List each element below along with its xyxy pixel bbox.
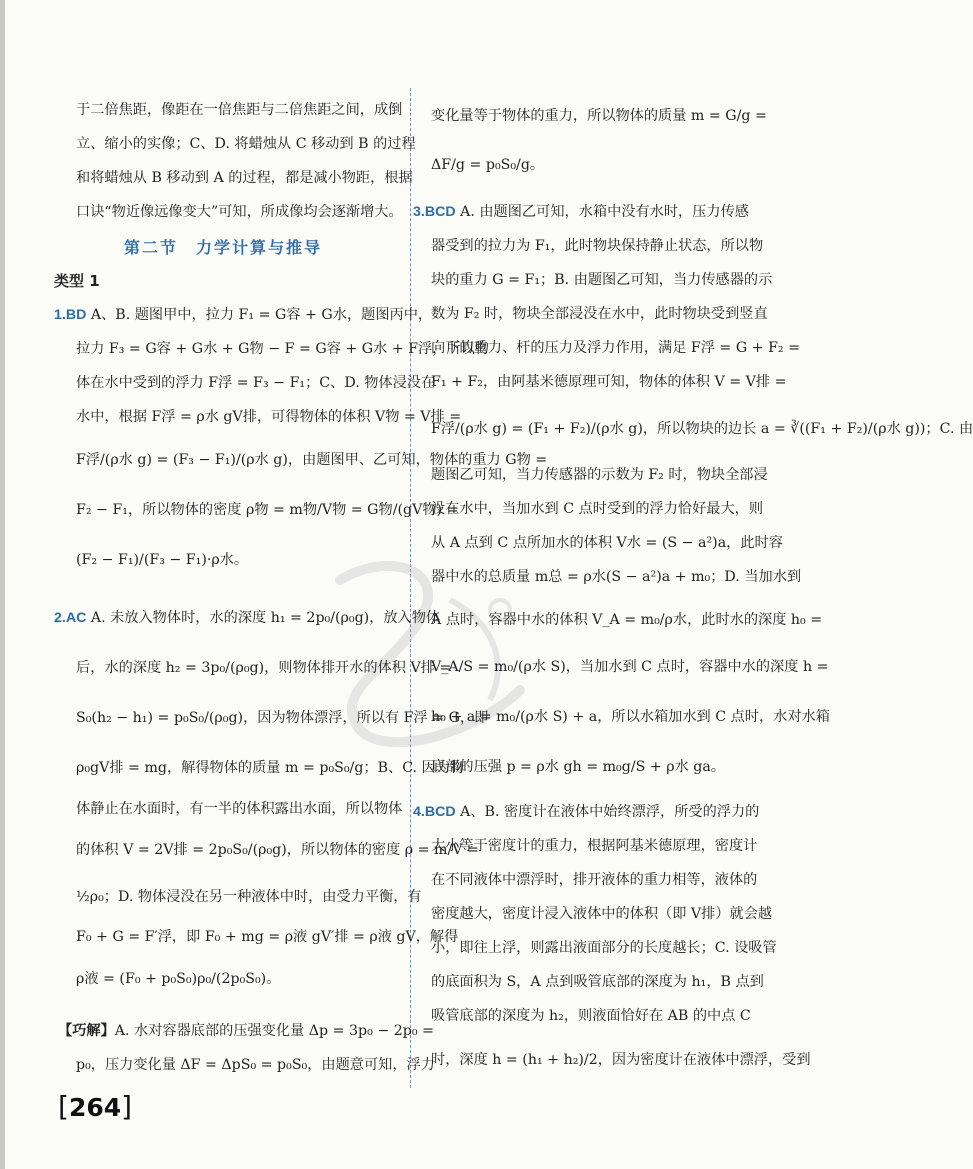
text-line: 体静止在水面时，有一半的体积露出水面，所以物体 (76, 801, 403, 817)
text-line: V_A/S = m₀/(ρ水 S)，当加水到 C 点时，容器中水的深度 h = (431, 659, 829, 675)
text-line: 块的重力 G = F₁；B. 由题图乙可知，当力传感器的示 (431, 272, 773, 288)
text-line: 没在水中，当加水到 C 点时受到的浮力恰好最大，则 (431, 501, 764, 517)
text-line: 体在水中受到的浮力 F浮 = F₃ − F₁；C、D. 物体浸没在 (76, 375, 436, 391)
text-line: F浮/(ρ水 g) = (F₃ − F₁)/(ρ水 g)，由题图甲、乙可知，物体的重力 G物 = (76, 452, 548, 468)
text-line: 底部的压强 p = ρ水 gh = m₀g/S + ρ水 ga。 (431, 759, 725, 775)
question-number: 3. (413, 204, 425, 220)
text-line: A. 水对容器底部的压强变化量 Δp = 3p₀ − 2p₀ = (114, 1023, 434, 1039)
text-line: 向下的重力、杆的压力及浮力作用，满足 F浮 = G + F₂ = (431, 340, 800, 356)
question-2-head (54, 603, 440, 634)
text-line: ρ₀gV排 = mg，解得物体的质量 m = p₀S₀/g；B、C. 因为物 (76, 760, 465, 776)
text-line: 数为 F₂ 时，物块全部浸没在水中，此时物块受到竖直 (431, 306, 768, 322)
text-line: 从 A 点到 C 点所加水的体积 V水 = (S − a²)a，此时容 (431, 535, 783, 551)
text-line: F₀ + G = F′浮，即 F₀ + mg = ρ液 gV′排 = ρ液 gV，解得 (76, 929, 459, 945)
text-line: 后，水的深度 h₂ = 3p₀/(ρ₀g)，则物体排开水的体积 V排 = (76, 660, 452, 676)
question-number: 2. (54, 610, 66, 626)
text-line: A 点时，容器中水的体积 V_A = m₀/ρ水，此时水的深度 h₀ = (431, 612, 823, 628)
page-number-value: 264 (68, 1093, 122, 1122)
text-line: 器中水的总质量 m总 = ρ水(S − a²)a + m₀；D. 当加水到 (431, 569, 802, 585)
answer-key: BCD (424, 204, 456, 220)
question-number: 4. (413, 804, 425, 820)
text-line: 水中，根据 F浮 = ρ水 gV排，可得物体的体积 V物 = V排 = (76, 409, 462, 425)
text-line: (F₂ − F₁)/(F₃ − F₁)·ρ水。 (76, 552, 249, 568)
text-line: F₂ − F₁，所以物体的密度 ρ物 = m物/V物 = G物/(gV物) = (76, 502, 459, 518)
text-line: 变化量等于物体的重力，所以物体的质量 m = G/g = (431, 108, 767, 124)
text-line: A、B. 密度计在液体中始终漂浮，所受的浮力的 (460, 804, 760, 820)
text-line: 于二倍焦距，像距在一倍焦距与二倍焦距之间，成倒 (76, 102, 403, 118)
text-line: ΔF/g = p₀S₀/g。 (431, 157, 545, 173)
text-line: 口诀“物近像远像变大”可知，所成像均会逐渐增大。 (76, 204, 403, 220)
question-number: 1. (54, 307, 66, 323)
answer-key: BD (65, 307, 87, 323)
page-spine (0, 0, 5, 1169)
answer-key: AC (65, 610, 87, 626)
text-line: 在不同液体中漂浮时，排开液体的重力相等，液体的 (431, 872, 758, 888)
text-line: A. 未放入物体时，水的深度 h₁ = 2p₀/(ρ₀g)，放入物体 (90, 610, 441, 626)
text-line: 时，深度 h = (h₁ + h₂)/2，因为密度计在液体中漂浮，受到 (431, 1052, 811, 1068)
text-line: 吸管底部的深度为 h₂，则液面恰好在 AB 的中点 C (431, 1008, 751, 1024)
text-line: 题图乙可知，当力传感器的示数为 F₂ 时，物块全部浸 (431, 467, 768, 483)
text-line: ½ρ₀；D. 物体浸没在另一种液体中时，由受力平衡，有 (76, 889, 422, 905)
text-line: 的底面积为 S，A 点到吸管底部的深度为 h₁，B 点到 (431, 974, 764, 990)
question-4-head (413, 797, 759, 828)
text-line: F浮/(ρ水 g) = (F₁ + F₂)/(ρ水 g)，所以物块的边长 a = ∛((F₁ + F₂)/(ρ水 g))；C. 由 (431, 421, 973, 437)
type-label: 类型 1 (54, 272, 100, 290)
text-line: 大小等于密度计的重力，根据阿基米德原理，密度计 (431, 838, 758, 854)
text-line: 和将蜡烛从 B 移动到 A 的过程，都是减小物距，根据 (76, 170, 413, 186)
text-line: h₀ + a = m₀/(ρ水 S) + a，所以水箱加水到 C 点时，水对水箱 (431, 709, 830, 725)
answer-key: BCD (424, 804, 456, 820)
text-line: F₁ + F₂，由阿基米德原理可知，物体的体积 V = V排 = (431, 374, 787, 390)
text-line: ρ液 = (F₀ + p₀S₀)ρ₀/(2p₀S₀)。 (76, 971, 281, 987)
question-3-head (413, 197, 749, 228)
text-line: 的体积 V = 2V排 = 2p₀S₀/(ρ₀g)，所以物体的密度 ρ = m/V = (76, 842, 479, 858)
text-line: A、B. 题图甲中，拉力 F₁ = G容 + G水，题图丙中， (90, 307, 433, 323)
text-line: p₀，压力变化量 ΔF = ΔpS₀ = p₀S₀，由题意可知，浮力 (76, 1057, 435, 1073)
section-title: 第二节 力学计算与推导 (124, 238, 323, 257)
tip-label: 【巧解】 (58, 1023, 115, 1039)
text-line: A. 由题图乙可知，水箱中没有水时，压力传感 (460, 204, 749, 220)
text-line: 小，即往上浮，则露出液面部分的长度越长；C. 设吸管 (431, 940, 777, 956)
tip-line (58, 1016, 434, 1047)
text-line: S₀(h₂ − h₁) = p₀S₀/(ρ₀g)，因为物体漂浮，所以有 F浮 = G，即 (76, 710, 489, 726)
question-1-head (54, 300, 432, 331)
text-line: 器受到的拉力为 F₁，此时物块保持静止状态，所以物 (431, 238, 764, 254)
text-line: 密度越大，密度计浸入液体中的体积（即 V排）就会越 (431, 906, 773, 922)
text-line: 拉力 F₃ = G容 + G水 + G物 − F = G容 + G水 + F浮，所以物 (76, 341, 489, 357)
text-line: 立、缩小的实像；C、D. 将蜡烛从 C 移动到 B 的过程 (76, 136, 416, 152)
page-number: [264] (58, 1090, 133, 1123)
